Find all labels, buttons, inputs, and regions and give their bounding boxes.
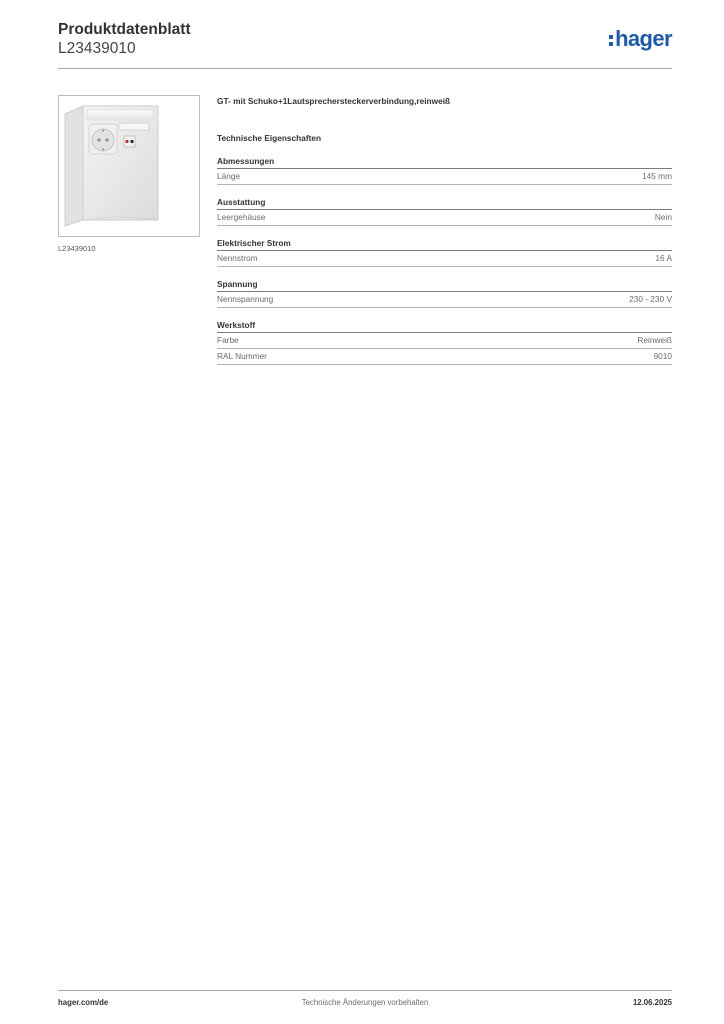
spec-label: RAL Nummer: [217, 351, 267, 361]
spec-label: Nennspannung: [217, 294, 274, 304]
product-image: [58, 95, 200, 237]
spec-value: 16 A: [655, 253, 672, 263]
spec-value: 145 mm: [642, 171, 672, 181]
page-header: [58, 20, 672, 70]
image-caption: L23439010: [58, 244, 96, 253]
socket-housing-icon: [59, 96, 199, 236]
document-date: 12.06.2025: [632, 998, 672, 1007]
spec-label: Nennstrom: [217, 253, 258, 263]
spec-group-title: Ausstattung: [217, 197, 672, 210]
spec-group: [217, 156, 672, 185]
logo-text: hager: [615, 26, 672, 51]
spec-value: 9010: [653, 351, 672, 361]
spec-row: [217, 251, 672, 267]
spec-label: Farbe: [217, 335, 239, 345]
hager-logo: [609, 27, 672, 51]
spec-row: [217, 292, 672, 308]
spec-group: [217, 279, 672, 308]
article-number: L23439010: [58, 40, 136, 57]
spec-label: Leergehäuse: [217, 212, 266, 222]
spec-value: Reinweiß: [637, 335, 672, 345]
spec-group-title: Elektrischer Strom: [217, 238, 672, 251]
spec-group: [217, 197, 672, 226]
spec-content: [217, 96, 672, 365]
spec-group-title: Abmessungen: [217, 156, 672, 169]
spec-row: [217, 349, 672, 365]
footer-divider: [58, 990, 672, 991]
spec-row: [217, 210, 672, 226]
logo-dots-icon: [609, 35, 613, 46]
spec-group: [217, 320, 672, 365]
spec-row: [217, 333, 672, 349]
spec-group-title: Werkstoff: [217, 320, 672, 333]
page-footer: [58, 998, 672, 1010]
website-link[interactable]: hager.com/de: [58, 998, 109, 1007]
document-title: Produktdatenblatt: [58, 21, 191, 38]
disclaimer-text: Technische Änderungen vorbehalten: [301, 998, 429, 1007]
spec-value: Nein: [654, 212, 672, 222]
spec-group-title: Spannung: [217, 279, 672, 292]
header-divider: [58, 68, 672, 69]
spec-value: 230 - 230 V: [629, 294, 672, 304]
section-heading: Technische Eigenschaften: [217, 133, 322, 143]
spec-label: Länge: [217, 171, 241, 181]
spec-row: [217, 169, 672, 185]
product-name: GT- mit Schuko+1Lautsprechersteckerverbindung,reinweiß: [217, 96, 451, 106]
spec-group: [217, 238, 672, 267]
